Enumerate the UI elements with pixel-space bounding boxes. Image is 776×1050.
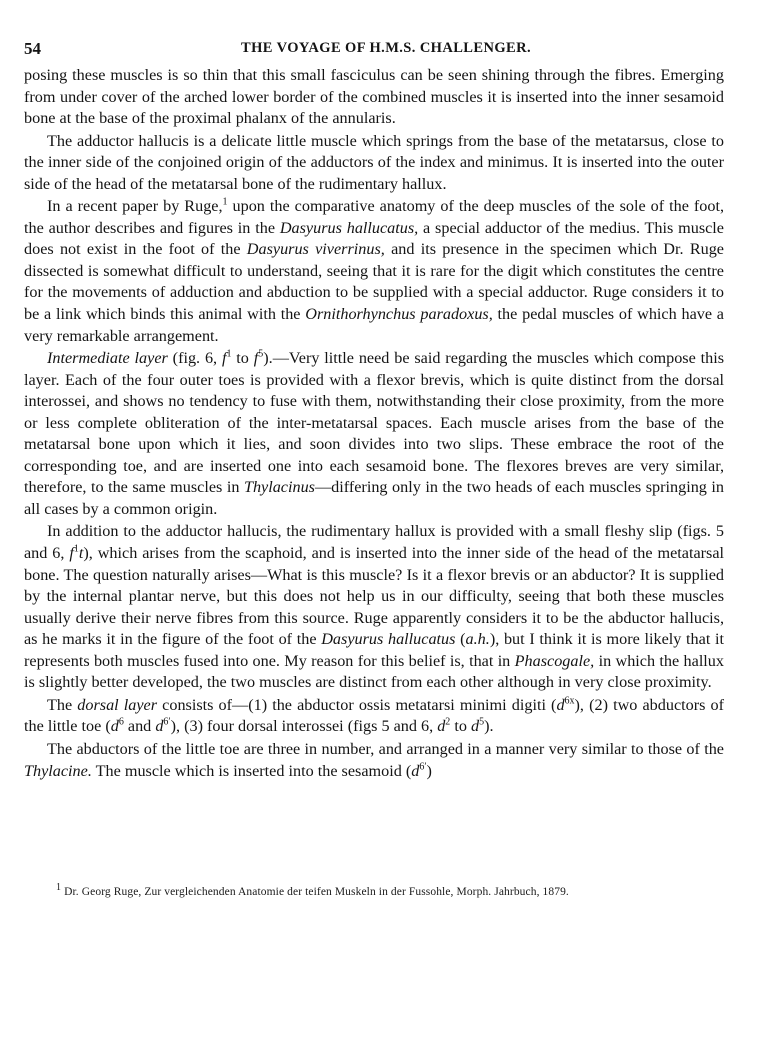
footnote-ref: 1 bbox=[222, 196, 228, 208]
taxon-name: Dasyurus hallucatus, bbox=[279, 218, 419, 237]
paragraph-6: The dorsal layer consists of—(1) the abductor ossis metatarsi minimi digiti $(d^{6x})$, (2) two abductors of the little toe ($d^6$ and $d^{6'}$), (3) four dorsal interossei (figs 5 and 6, $d^2$ to $d^5$). bbox=[24, 695, 725, 736]
footnote bbox=[56, 882, 736, 898]
section-heading: Intermediate layer bbox=[47, 349, 168, 368]
paragraph-3: In a recent paper by Ruge,$^1$ upon the comparative anatomy of the deep muscles of the sole of the foot, the author describes and figures in the Dasyurus hallucatus, a special adductor of the medius. This muscle does not exist in the foot of the Dasyurus viverrinus, and its presence in the specimen which Dr. Ruge dissected is somewhat difficult to understand, seeing that it is rare for the digit which constitutes the centre for the movements of adduction and abduction to be supplied with a special adductor. Ruge considers it to be a link which binds this animal with the Ornithorhynchus paradoxus, the pedal muscles of which have a very remarkable arrangement. bbox=[24, 196, 725, 345]
running-title: THE VOYAGE OF H.M.S. CHALLENGER. bbox=[241, 40, 531, 56]
paragraph-2: The adductor hallucis is a delicate little muscle which springs from the base of the metatarsus, close to the inner side of the conjoined origin of the adductors of the index and minimus. It is inserted into the outer side of the head of the metatarsal bone of the rudimentary hallux. bbox=[24, 131, 724, 193]
paragraph-1: posing these muscles is so thin that this small fasciculus can be seen shining through the fibres. Emerging from under cover of the arched lower border of the combined muscles it is inserted into the inner sesamoid bone at the base of the proximal phalanx of the annularis. bbox=[24, 66, 724, 128]
taxon-name: Thylacinus bbox=[243, 478, 315, 497]
footnote-text: Dr. Georg Ruge, Zur vergleichenden Anatomie der teifen Muskeln in der Fussohle, Morph. Jahrbuch, 1879. bbox=[61, 886, 569, 898]
taxon-name: Ornithorhynchus paradoxus, bbox=[305, 305, 493, 324]
running-header bbox=[24, 38, 724, 60]
taxon-name: Phascogale, bbox=[514, 651, 595, 670]
paragraph-4: Intermediate layer (fig. 6, $f^1$ to $f^5).—Very$ little need be said regarding the muscles which compose this layer. Each of the four outer toes is provided with a flexor brevis, which is quite distinct from the dorsal interossei, and shows no tendency to fuse with them, notwithstanding their close proximity, from the more or less complete obliteration of the inter-metatarsal spaces. Each muscle arises from the base of the metatarsal bone upon which it lies, and soon divides into two slips. These embrace the root of the corresponding toe, and are inserted one into each sesamoid bone. The flexores breves are very similar, therefore, to the same muscles in Thylacinus—differing only in the two heads of each muscles springing in all cases by a common origin. bbox=[24, 348, 725, 518]
footnote-mark: 1 bbox=[56, 882, 62, 894]
paragraph-5: In addition to the adductor hallucis, the rudimentary hallux is provided with a small fleshy slip (figs. 5 and 6, $f^1t$), which arises from the scaphoid, and is inserted into the inner side of the head of the metatarsal bone. The question naturally arises—What is this muscle? Is it a flexor brevis or an abductor? It is supplied by the internal plantar nerve, but this does not help us in our difficulty, seeing that both these muscles usually derive their nerve fibres from this source. Ruge apparently considers it to be the abductor hallucis, as he marks it in the figure of the foot of the Dasyurus hallucatus (a.h.), but I think it is more likely that it represents both muscles fused into one. My reason for this belief is, that in Phascogale, in which the hallux is slightly better developed, the two muscles are distinct from each other although in very close proximity. bbox=[24, 522, 725, 692]
taxon-name: Dasyurus viverrinus, bbox=[246, 240, 385, 259]
page bbox=[24, 38, 724, 783]
taxon-name: Thylacine. bbox=[24, 761, 92, 780]
section-heading: dorsal layer bbox=[77, 695, 158, 714]
paragraph-7: The abductors of the little toe are three in number, and arranged in a manner very similar to those of the Thylacine. The muscle which is inserted into the sesamoid $(d^{6'})$ bbox=[24, 739, 724, 780]
taxon-name: Dasyurus hallucatus bbox=[321, 630, 456, 649]
page-number: 54 bbox=[24, 39, 41, 58]
